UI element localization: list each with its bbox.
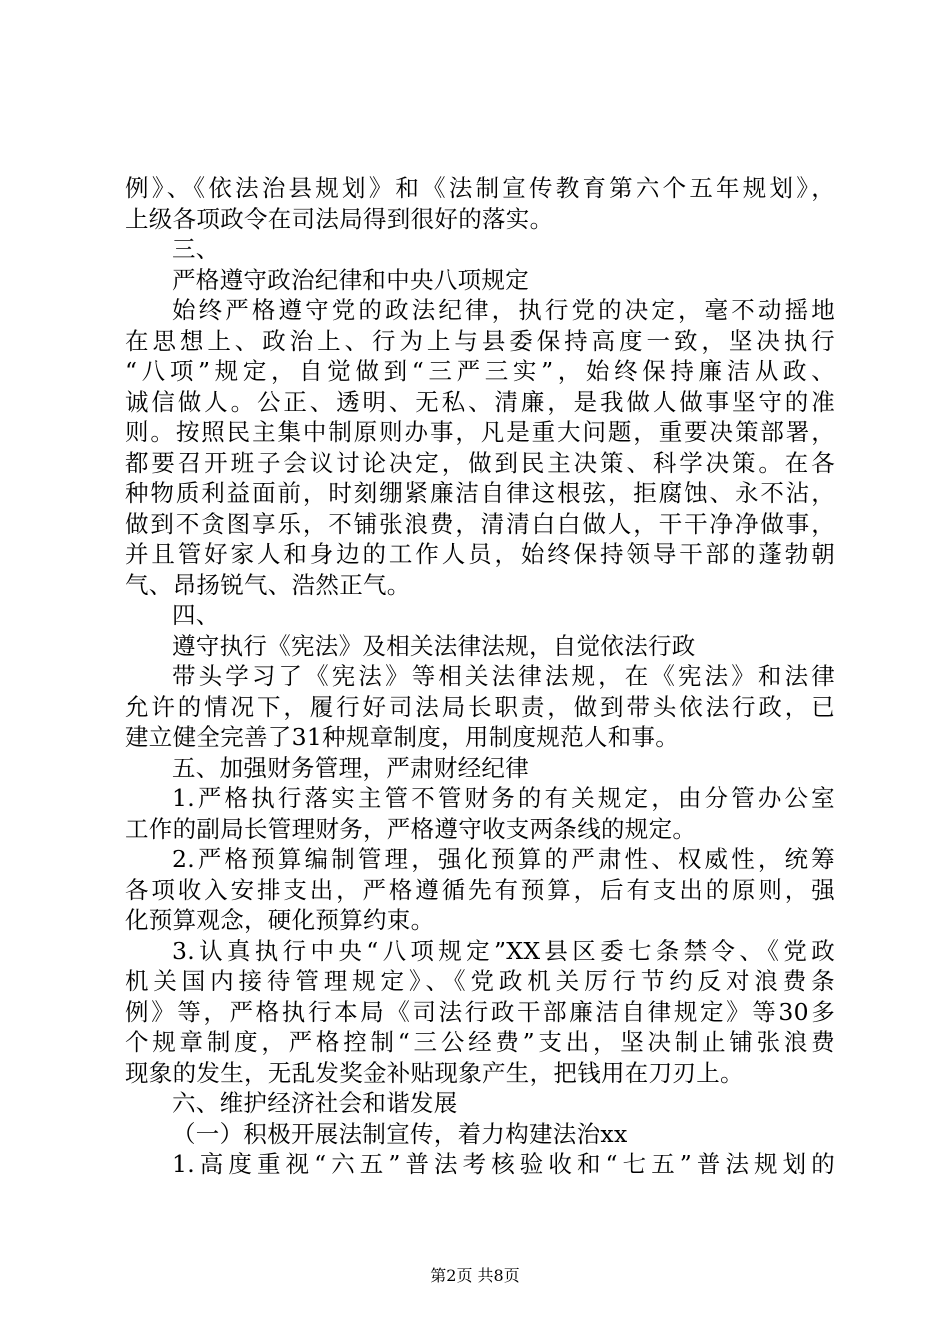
text-line: 各项收入安排支出，严格遵循先有预算，后有支出的原则，强 <box>125 875 835 904</box>
text-line: 始终严格遵守党的政法纪律，执行党的决定，毫不动摇地 <box>172 296 835 324</box>
text-line: 允许的情况下，履行好司法局长职责，做到带头依法行政，已 <box>125 692 835 721</box>
section-heading: 六、维护经济社会和谐发展 <box>172 1089 458 1117</box>
text-line: 都要召开班子会议讨论决定，做到民主决策、科学决策。在各 <box>125 448 835 477</box>
text-line: “八项”规定，自觉做到“三严三实”，始终保持廉洁从政、 <box>125 357 835 385</box>
text-line: 1.高度重视“六五”普法考核验收和“七五”普法规划的 <box>172 1150 835 1178</box>
text-line: 化预算观念，硬化预算约束。 <box>125 906 435 934</box>
text-line: 带头学习了《宪法》等相关法律法规，在《宪法》和法律 <box>172 662 835 690</box>
text-line: 则。按照民主集中制原则办事，凡是重大问题，重要决策部署， <box>125 418 835 446</box>
section-heading: 严格遵守政治纪律和中央八项规定 <box>172 265 529 294</box>
section-number: 四、 <box>172 601 220 629</box>
text-line: 例》、《依法治县规划》和《法制宣传教育第六个五年规划》， <box>125 174 835 202</box>
text-line: 个规章制度，严格控制“三公经费”支出，坚决制止铺张浪费 <box>125 1028 835 1056</box>
section-heading: 遵守执行《宪法》及相关法律法规，自觉依法行政 <box>172 631 696 660</box>
text-line: 气、昂扬锐气、浩然正气。 <box>125 570 411 599</box>
text-line: 例》等，严格执行本局《司法行政干部廉洁自律规定》等30多 <box>125 997 835 1026</box>
text-line: 在思想上、政治上、行为上与县委保持高度一致，坚决执行 <box>125 326 835 355</box>
text-line: 现象的发生，无乱发奖金补贴现象产生，把钱用在刀刃上。 <box>125 1058 744 1087</box>
subsection-heading: （一）积极开展法制宣传，着力构建法治xx <box>172 1119 628 1148</box>
text-line: 并且管好家人和身边的工作人员，始终保持领导干部的蓬勃朝 <box>125 540 835 568</box>
text-line: 上级各项政令在司法局得到很好的落实。 <box>125 204 554 233</box>
text-line: 诚信做人。公正、透明、无私、清廉，是我做人做事坚守的准 <box>125 387 835 416</box>
text-line: 机关国内接待管理规定》、《党政机关厉行节约反对浪费条 <box>125 967 835 995</box>
text-line: 1.严格执行落实主管不管财务的有关规定，由分管办公室 <box>172 784 835 812</box>
text-line: 3.认真执行中央“八项规定”XX县区委七条禁令、《党政 <box>172 936 835 965</box>
section-heading: 五、加强财务管理，严肃财经纪律 <box>172 753 529 782</box>
text-line: 建立健全完善了31种规章制度，用制度规范人和事。 <box>125 723 680 751</box>
text-line: 2.严格预算编制管理，强化预算的严肃性、权威性，统筹 <box>172 845 835 873</box>
text-line: 做到不贪图享乐，不铺张浪费，清清白白做人，干干净净做事， <box>125 509 835 538</box>
text-line: 种物质利益面前，时刻绷紧廉洁自律这根弦，拒腐蚀、永不沾， <box>125 479 835 507</box>
text-line: 工作的副局长管理财务，严格遵守收支两条线的规定。 <box>125 814 697 843</box>
section-number: 三、 <box>172 235 220 263</box>
document-body <box>125 173 835 1180</box>
page-number-footer: 第2页 共8页 <box>430 1266 520 1285</box>
